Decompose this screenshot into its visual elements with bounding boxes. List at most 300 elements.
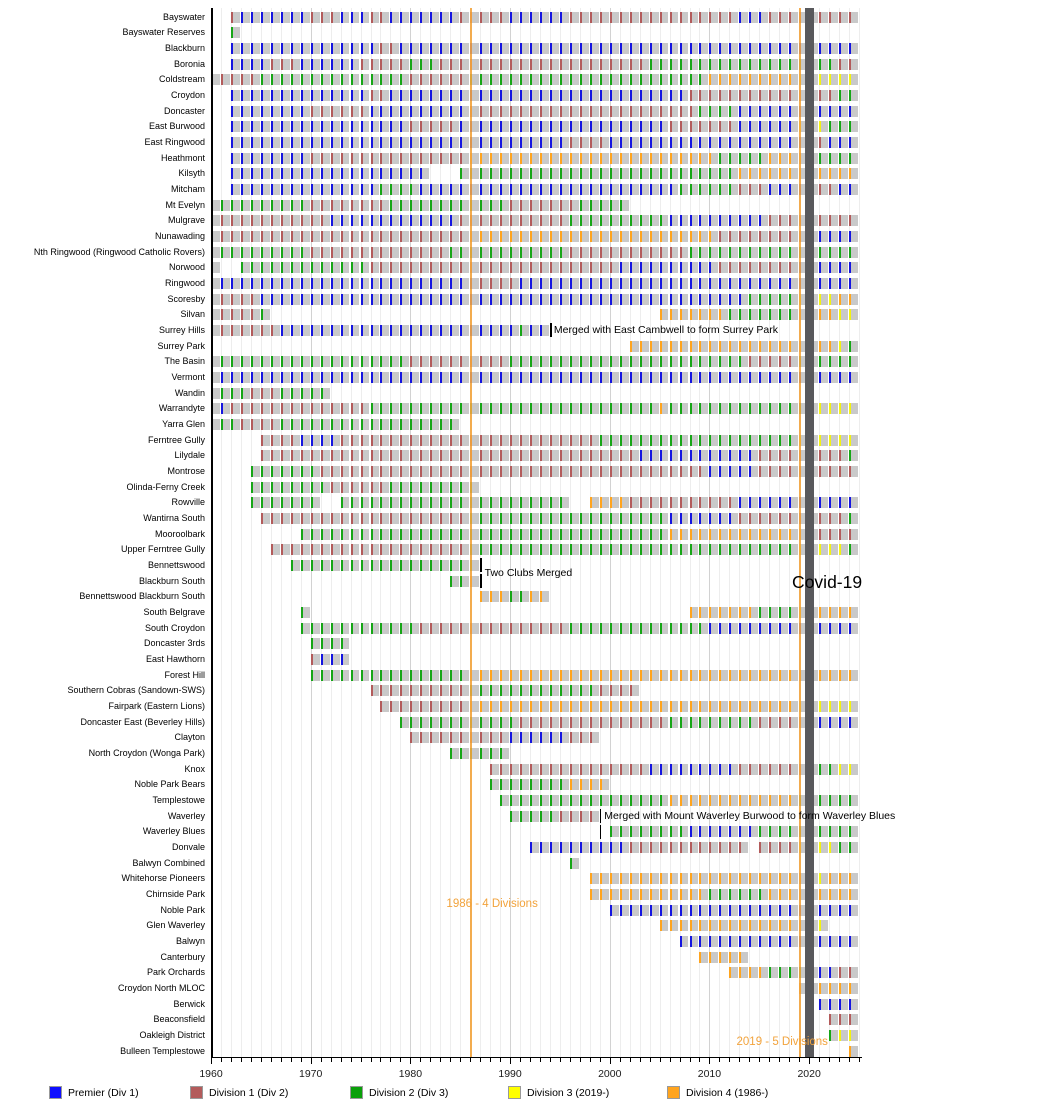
year-tile — [739, 215, 748, 226]
year-tile — [301, 450, 310, 461]
year-tile — [789, 12, 798, 23]
year-tile — [680, 106, 689, 117]
year-tile — [490, 466, 499, 477]
year-tile — [829, 294, 838, 305]
year-tile — [450, 748, 459, 759]
year-tile — [540, 795, 549, 806]
year-tile — [380, 670, 389, 681]
year-tile — [580, 842, 589, 853]
year-tile — [690, 826, 699, 837]
year-tile — [271, 294, 280, 305]
x-tick-1976 — [371, 1058, 372, 1062]
year-tile — [351, 121, 360, 132]
year-tile — [630, 137, 639, 148]
year-tile — [789, 372, 798, 383]
year-tile — [709, 153, 718, 164]
year-tile — [660, 889, 669, 900]
year-tile — [231, 278, 240, 289]
year-tile — [390, 12, 399, 23]
year-tile — [371, 497, 380, 508]
year-tile — [321, 90, 330, 101]
year-tile — [500, 764, 509, 775]
year-tile — [610, 59, 619, 70]
year-tile — [380, 231, 389, 242]
year-tile — [670, 43, 679, 54]
year-tile — [670, 247, 679, 258]
year-tile — [719, 403, 728, 414]
year-tile — [510, 466, 519, 477]
year-tile — [819, 967, 828, 978]
year-tile — [839, 717, 848, 728]
year-tile — [839, 466, 848, 477]
year-tile — [550, 43, 559, 54]
year-tile — [729, 607, 738, 618]
x-tick-2022 — [829, 1058, 830, 1062]
year-tile — [450, 325, 459, 336]
year-tile — [281, 121, 290, 132]
year-tile — [420, 184, 429, 195]
club-label: Beaconsfield — [153, 1014, 205, 1025]
year-tile — [560, 231, 569, 242]
club-label: East Hawthorn — [145, 653, 205, 664]
year-tile — [699, 936, 708, 947]
year-tile — [500, 231, 509, 242]
year-tile — [590, 732, 599, 743]
year-tile — [251, 247, 260, 258]
year-tile — [380, 356, 389, 367]
year-tile — [520, 497, 529, 508]
year-tile — [440, 513, 449, 524]
year-tile — [440, 43, 449, 54]
year-tile — [271, 325, 280, 336]
year-tile — [500, 670, 509, 681]
year-tile — [839, 764, 848, 775]
year-tile — [769, 795, 778, 806]
year-tile — [331, 294, 340, 305]
year-tile — [510, 184, 519, 195]
year-tile — [440, 372, 449, 383]
year-tile — [610, 200, 619, 211]
club-label: Lilydale — [174, 450, 205, 461]
year-tile — [749, 278, 758, 289]
year-tile — [769, 278, 778, 289]
year-tile — [520, 262, 529, 273]
year-tile — [231, 356, 240, 367]
year-tile — [699, 121, 708, 132]
year-tile — [390, 670, 399, 681]
year-tile — [331, 168, 340, 179]
year-tile — [430, 43, 439, 54]
year-tile — [660, 905, 669, 916]
year-tile — [460, 670, 469, 681]
year-tile — [450, 12, 459, 23]
year-tile — [281, 74, 290, 85]
year-tile — [590, 184, 599, 195]
year-tile — [540, 544, 549, 555]
year-tile — [311, 670, 320, 681]
year-tile — [341, 200, 350, 211]
year-tile — [480, 685, 489, 696]
year-tile — [490, 732, 499, 743]
year-tile — [341, 529, 350, 540]
year-tile — [600, 184, 609, 195]
year-tile — [650, 513, 659, 524]
year-tile — [819, 905, 828, 916]
year-tile — [420, 200, 429, 211]
year-tile — [251, 388, 260, 399]
year-tile — [390, 262, 399, 273]
year-tile — [480, 262, 489, 273]
year-tile — [291, 388, 300, 399]
year-tile — [520, 764, 529, 775]
year-tile — [819, 106, 828, 117]
year-tile — [410, 560, 419, 571]
year-tile — [301, 106, 310, 117]
year-tile — [540, 356, 549, 367]
year-tile — [670, 905, 679, 916]
year-tile — [839, 544, 848, 555]
year-tile — [560, 137, 569, 148]
year-tile — [530, 215, 539, 226]
year-tile — [620, 466, 629, 477]
year-tile — [440, 231, 449, 242]
year-tile — [361, 450, 370, 461]
year-tile — [769, 153, 778, 164]
year-tile — [221, 215, 230, 226]
year-tile — [500, 623, 509, 634]
annotation-era-1986: 1986 - 4 Divisions — [446, 898, 538, 911]
year-tile — [520, 529, 529, 540]
club-label: Boronia — [173, 58, 205, 69]
year-tile — [680, 623, 689, 634]
year-tile — [540, 685, 549, 696]
year-tile — [660, 294, 669, 305]
year-tile — [620, 356, 629, 367]
year-tile — [351, 247, 360, 258]
year-tile — [361, 356, 370, 367]
year-tile — [351, 59, 360, 70]
year-tile — [331, 215, 340, 226]
y-axis-line — [211, 8, 213, 1057]
year-tile — [779, 607, 788, 618]
year-tile — [221, 200, 230, 211]
year-tile — [759, 403, 768, 414]
year-tile — [291, 435, 300, 446]
year-tile — [231, 247, 240, 258]
year-tile — [530, 372, 539, 383]
year-tile — [351, 466, 360, 477]
year-tile — [321, 403, 330, 414]
year-tile — [709, 920, 718, 931]
year-tile — [410, 184, 419, 195]
year-tile — [321, 466, 330, 477]
year-tile — [390, 200, 399, 211]
year-tile — [769, 967, 778, 978]
year-tile — [550, 842, 559, 853]
club-label: Ringwood — [164, 277, 205, 288]
year-tile — [570, 168, 579, 179]
year-tile — [500, 153, 509, 164]
year-tile — [590, 262, 599, 273]
year-tile — [351, 544, 360, 555]
year-tile — [420, 670, 429, 681]
year-tile — [849, 184, 858, 195]
year-tile — [550, 12, 559, 23]
year-tile — [660, 842, 669, 853]
year-tile — [490, 529, 499, 540]
year-tile — [331, 403, 340, 414]
year-tile — [400, 544, 409, 555]
year-tile — [739, 670, 748, 681]
year-tile — [719, 231, 728, 242]
year-tile — [530, 200, 539, 211]
year-tile — [749, 905, 758, 916]
year-tile — [530, 529, 539, 540]
year-tile — [829, 153, 838, 164]
year-tile — [520, 403, 529, 414]
year-tile — [460, 435, 469, 446]
year-tile — [590, 497, 599, 508]
year-tile — [500, 74, 509, 85]
year-tile — [540, 153, 549, 164]
year-tile — [600, 121, 609, 132]
year-tile — [420, 560, 429, 571]
year-tile — [690, 936, 699, 947]
year-tile — [311, 529, 320, 540]
year-tile — [331, 12, 340, 23]
year-tile — [630, 826, 639, 837]
year-tile — [281, 388, 290, 399]
year-tile — [829, 137, 838, 148]
year-tile — [759, 12, 768, 23]
year-tile — [301, 278, 310, 289]
year-tile — [410, 59, 419, 70]
year-tile — [241, 309, 250, 320]
year-tile — [620, 278, 629, 289]
year-tile — [690, 341, 699, 352]
year-tile — [570, 231, 579, 242]
year-tile — [520, 732, 529, 743]
year-tile — [670, 450, 679, 461]
year-tile — [580, 685, 589, 696]
year-tile — [620, 873, 629, 884]
gridline-2025 — [859, 8, 860, 1057]
year-tile — [311, 450, 320, 461]
year-tile — [749, 466, 758, 477]
year-tile — [380, 106, 389, 117]
year-tile — [829, 262, 838, 273]
year-tile — [729, 90, 738, 101]
year-tile — [640, 717, 649, 728]
year-tile — [739, 90, 748, 101]
year-tile — [480, 748, 489, 759]
year-tile — [560, 168, 569, 179]
year-tile — [341, 638, 350, 649]
year-tile — [291, 247, 300, 258]
year-tile — [510, 294, 519, 305]
year-tile — [540, 121, 549, 132]
year-tile — [570, 184, 579, 195]
year-tile — [550, 215, 559, 226]
year-tile — [819, 137, 828, 148]
year-tile — [540, 466, 549, 477]
year-tile — [590, 137, 599, 148]
year-tile — [660, 184, 669, 195]
year-tile — [699, 497, 708, 508]
year-tile — [650, 826, 659, 837]
year-tile — [590, 529, 599, 540]
year-tile — [341, 262, 350, 273]
year-tile — [460, 106, 469, 117]
year-tile — [301, 513, 310, 524]
year-tile — [729, 294, 738, 305]
year-tile — [281, 200, 290, 211]
year-tile — [341, 466, 350, 477]
year-tile — [231, 27, 240, 38]
year-tile — [520, 795, 529, 806]
year-tile — [719, 466, 728, 477]
year-tile — [390, 168, 399, 179]
year-tile — [580, 121, 589, 132]
club-label: South Croydon — [144, 622, 205, 633]
year-tile — [400, 294, 409, 305]
year-tile — [540, 732, 549, 743]
year-tile — [749, 74, 758, 85]
year-tile — [410, 231, 419, 242]
club-label: Forest Hill — [164, 669, 205, 680]
club-label: Warrandyte — [158, 403, 205, 414]
year-tile — [749, 356, 758, 367]
year-tile — [650, 905, 659, 916]
year-tile — [500, 779, 509, 790]
year-tile — [390, 372, 399, 383]
year-tile — [839, 873, 848, 884]
year-tile — [380, 294, 389, 305]
year-tile — [620, 795, 629, 806]
club-label: Fairpark (Eastern Lions) — [108, 700, 205, 711]
year-tile — [560, 701, 569, 712]
year-tile — [311, 325, 320, 336]
year-tile — [510, 247, 519, 258]
year-tile — [719, 137, 728, 148]
year-tile — [301, 623, 310, 634]
year-tile — [580, 779, 589, 790]
year-tile — [430, 325, 439, 336]
year-tile — [570, 811, 579, 822]
year-tile — [630, 717, 639, 728]
year-tile — [271, 215, 280, 226]
year-tile — [779, 826, 788, 837]
year-tile — [460, 482, 469, 493]
year-tile — [600, 513, 609, 524]
year-tile — [620, 247, 629, 258]
x-tick-2004 — [650, 1058, 651, 1062]
year-tile — [849, 153, 858, 164]
year-tile — [520, 184, 529, 195]
year-tile — [779, 59, 788, 70]
year-tile — [729, 184, 738, 195]
year-tile — [779, 717, 788, 728]
year-tile — [390, 184, 399, 195]
year-tile — [460, 59, 469, 70]
year-tile — [709, 403, 718, 414]
year-tile — [610, 466, 619, 477]
year-tile — [779, 309, 788, 320]
year-tile — [351, 137, 360, 148]
year-tile — [480, 670, 489, 681]
year-tile — [590, 294, 599, 305]
year-tile — [371, 403, 380, 414]
year-tile — [410, 450, 419, 461]
merge-marker — [480, 574, 482, 588]
year-tile — [331, 450, 340, 461]
year-tile — [510, 811, 519, 822]
year-tile — [849, 294, 858, 305]
year-tile — [769, 466, 778, 477]
year-tile — [630, 873, 639, 884]
year-tile — [380, 482, 389, 493]
year-tile — [281, 247, 290, 258]
year-tile — [749, 967, 758, 978]
year-tile — [620, 137, 629, 148]
year-tile — [660, 450, 669, 461]
year-tile — [849, 1046, 858, 1057]
merge-marker — [550, 323, 552, 337]
year-tile — [440, 732, 449, 743]
year-tile — [460, 497, 469, 508]
year-tile — [630, 74, 639, 85]
year-tile — [490, 231, 499, 242]
year-tile — [779, 262, 788, 273]
year-tile — [610, 90, 619, 101]
year-tile — [560, 59, 569, 70]
gridline-1963 — [241, 8, 242, 1057]
year-tile — [480, 43, 489, 54]
year-tile — [580, 764, 589, 775]
year-tile — [620, 231, 629, 242]
year-tile — [351, 90, 360, 101]
year-tile — [380, 215, 389, 226]
year-tile — [779, 184, 788, 195]
year-tile — [690, 168, 699, 179]
year-tile — [749, 701, 758, 712]
year-tile — [610, 717, 619, 728]
year-tile — [321, 43, 330, 54]
year-tile — [729, 544, 738, 555]
x-tick-2021 — [819, 1058, 820, 1062]
year-tile — [281, 419, 290, 430]
year-tile — [341, 482, 350, 493]
year-tile — [719, 90, 728, 101]
year-tile — [530, 701, 539, 712]
year-tile — [400, 372, 409, 383]
year-tile — [769, 90, 778, 101]
year-tile — [450, 466, 459, 477]
year-tile — [380, 74, 389, 85]
year-tile — [440, 325, 449, 336]
year-tile — [680, 889, 689, 900]
year-tile — [530, 137, 539, 148]
club-label: Surrey Park — [157, 340, 205, 351]
year-tile — [729, 356, 738, 367]
year-tile — [450, 685, 459, 696]
year-tile — [699, 184, 708, 195]
year-tile — [321, 325, 330, 336]
year-tile — [729, 466, 738, 477]
year-tile — [311, 623, 320, 634]
year-tile — [241, 231, 250, 242]
year-tile — [311, 466, 320, 477]
